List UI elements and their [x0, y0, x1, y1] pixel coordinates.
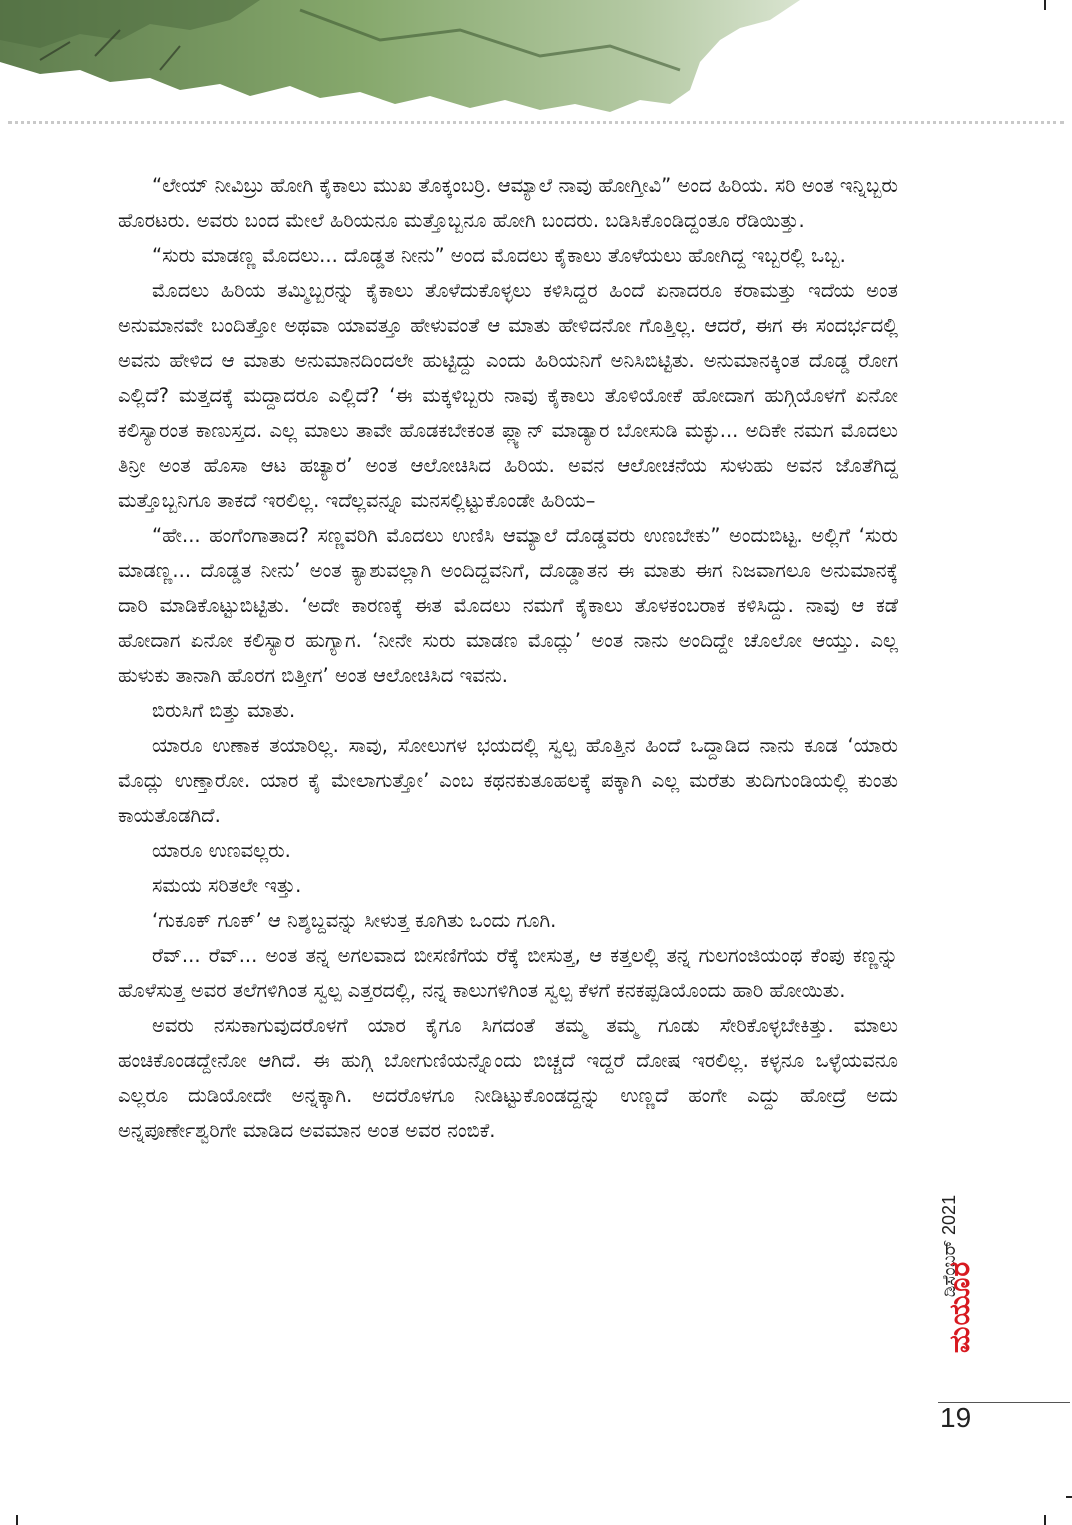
header-dotted-divider [8, 121, 1064, 124]
header-landscape-illustration [0, 0, 800, 130]
paragraph: “ಹೇ... ಹಂಗೆಂಗಾತಾದ? ಸಣ್ಣವರಿಗಿ ಮೊದಲು ಉಣಿಸಿ ಆಮ್ಯಾಲೆ ದೊಡ್ಡವರು ಉಣಬೇಕು” ಅಂದುಬಿಟ್ಟ. ಅಲ್ಲಿಗೆ ‘ಸುರು ಮಾಡಣ್ಣ... ದೊಡ್ಡತ ನೀನು’ ಅಂತ ಕ್ಯಾಶುವಲ್ಲಾಗಿ ಅಂದಿದ್ದವನಿಗೆ, ದೊಡ್ಡಾತನ ಈ ಮಾತು ಈಗ ನಿಜವಾಗಲೂ ಅನುಮಾನಕ್ಕೆ ದಾರಿ ಮಾಡಿಕೊಟ್ಟುಬಿಟ್ಟಿತು. ‘ಅದೇ ಕಾರಣಕ್ಕೆ ಈತ ಮೊದಲು ನಮಗೆ ಕೈಕಾಲು ತೊಳಕಂಬರಾಕ ಕಳಿಸಿದ್ದು. ನಾವು ಆ ಕಡೆ ಹೋದಾಗ ಏನೋ ಕಲಿಸ್ಯಾರ ಹುಗ್ಯಾಗ. ‘ನೀನೇ ಸುರು ಮಾಡಣ ಮೊದ್ಲು’ ಅಂತ ನಾನು ಅಂದಿದ್ದೇ ಚೊಲೋ ಆಯ್ತು. ಎಲ್ಲ ಹುಳುಕು ತಾನಾಗಿ ಹೊರಗ ಬಿತ್ತೀಗ’ ಅಂತ ಆಲೋಚಿಸಿದ ಇವನು. [118, 524, 898, 687]
crop-mark-bottom-left [16, 1515, 18, 1525]
issue-date: ಡಿಸೆಂಬರ್ 2021 [939, 1194, 959, 1298]
story-body [118, 168, 898, 1148]
paragraph: ಸಮಯ ಸರಿತಲೇ ಇತ್ತು. [152, 874, 302, 897]
paragraph: “ಲೇಯ್ ನೀವಿಬ್ರು ಹೋಗಿ ಕೈಕಾಲು ಮುಖ ತೊಕ್ಕಂಬರ್ರಿ. ಆಮ್ಯಾಲೆ ನಾವು ಹೋಗ್ತೀವಿ” ಅಂದ ಹಿರಿಯ. ಸರಿ ಅಂತ ಇನ್ನಿಬ್ಬರು ಹೊರಟರು. ಅವರು ಬಂದ ಮೇಲೆ ಹಿರಿಯನೂ ಮತ್ತೊಬ್ಬನೂ ಹೋಗಿ ಬಂದರು. ಬಡಿಸಿಕೊಂಡಿದ್ದಂತೂ ರೆಡಿಯಿತ್ತು. [118, 174, 898, 232]
paragraph: ಯಾರೂ ಉಣಾಕ ತಯಾರಿಲ್ಲ. ಸಾವು, ಸೋಲುಗಳ ಭಯದಲ್ಲಿ ಸ್ವಲ್ಪ ಹೊತ್ತಿನ ಹಿಂದೆ ಒದ್ದಾಡಿದ ನಾನು ಕೂಡ ‘ಯಾರು ಮೊದ್ಲು ಉಣ್ತಾರೋ. ಯಾರ ಕೈ ಮೇಲಾಗುತ್ತೋ’ ಎಂಬ ಕಥನಕುತೂಹಲಕ್ಕೆ ಪಕ್ಕಾಗಿ ಎಲ್ಲ ಮರೆತು ತುದಿಗುಂಡಿಯಲ್ಲಿ ಕುಂತು ಕಾಯತೊಡಗಿದೆ. [118, 734, 898, 827]
paragraph: ಯಾರೂ ಉಣವಲ್ಲರು. [152, 839, 291, 862]
paragraph: ‘ಗುಕೂಕ್ ಗೂಕ್’ ಆ ನಿಶ್ಶಬ್ದವನ್ನು ಸೀಳುತ್ತ ಕೂಗಿತು ಒಂದು ಗೂಗಿ. [152, 909, 557, 932]
paragraph: “ಸುರು ಮಾಡಣ್ಣ ಮೊದಲು... ದೊಡ್ಡತ ನೀನು” ಅಂದ ಮೊದಲು ಕೈಕಾಲು ತೊಳೆಯಲು ಹೋಗಿದ್ದ ಇಬ್ಬರಲ್ಲಿ ಒಬ್ಬ. [152, 244, 846, 267]
magazine-logo: ಮಯೂರ [943, 1260, 976, 1354]
crop-mark-right-tick [1066, 1496, 1072, 1498]
paragraph: ರೆವ್... ರೆವ್... ಅಂತ ತನ್ನ ಅಗಲವಾದ ಬೀಸಣಿಗೆಯ ರೆಕ್ಕೆ ಬೀಸುತ್ತ, ಆ ಕತ್ತಲಲ್ಲಿ ತನ್ನ ಗುಲಗಂಜಿಯಂಥ ಕೆಂಪು ಕಣ್ಣನ್ನು ಹೊಳೆಸುತ್ತ ಅವರ ತಲೆಗಳಿಗಿಂತ ಸ್ವಲ್ಪ ಎತ್ತರದಲ್ಲಿ, ನನ್ನ ಕಾಲುಗಳಿಗಿಂತ ಸ್ವಲ್ಪ ಕೆಳಗೆ ಕನಕಪ್ಪಡಿಯೊಂದು ಹಾರಿ ಹೋಯಿತು. [118, 944, 898, 1002]
paragraph: ಮೊದಲು ಹಿರಿಯ ತಮ್ಮಿಬ್ಬರನ್ನು ಕೈಕಾಲು ತೊಳೆದುಕೊಳ್ಳಲು ಕಳಿಸಿದ್ದರ ಹಿಂದೆ ಏನಾದರೂ ಕರಾಮತ್ತು ಇದೆಯ ಅಂತ ಅನುಮಾನವೇ ಬಂದಿತ್ತೋ ಅಥವಾ ಯಾವತ್ತೂ ಹೇಳುವಂತೆ ಆ ಮಾತು ಹೇಳಿದನೋ ಗೊತ್ತಿಲ್ಲ. ಆದರೆ, ಈಗ ಈ ಸಂದರ್ಭದಲ್ಲಿ ಅವನು ಹೇಳಿದ ಆ ಮಾತು ಅನುಮಾನದಿಂದಲೇ ಹುಟ್ಟಿದ್ದು ಎಂದು ಹಿರಿಯನಿಗೆ ಅನಿಸಿಬಿಟ್ಟಿತು. ಅನುಮಾನಕ್ಕಿಂತ ದೊಡ್ಡ ರೋಗ ಎಲ್ಲಿದೆ? ಮತ್ತದಕ್ಕೆ ಮದ್ದಾದರೂ ಎಲ್ಲಿದೆ? ‘ಈ ಮಕ್ಕಳಿಬ್ಬರು ನಾವು ಕೈಕಾಲು ತೊಳಿಯೋಕೆ ಹೋದಾಗ ಹುಗ್ಗಿಯೊಳಗೆ ಏನೋ ಕಲಿಸ್ಯಾರಂತ ಕಾಣುಸ್ತದ. ಎಲ್ಲ ಮಾಲು ತಾವೇ ಹೊಡಕಬೇಕಂತ ಪ್ಲ್ಯಾನ್ ಮಾಡ್ಯಾರ ಬೋಸುಡಿ ಮಕ್ಳು... ಅದಿಕೇ ನಮಗ ಮೊದಲು ತಿನ್ರೀ ಅಂತ ಹೊಸಾ ಆಟ ಹಚ್ಯಾರ’ ಅಂತ ಆಲೋಚಿಸಿದ ಹಿರಿಯ. ಅವನ ಆಲೋಚನೆಯ ಸುಳುಹು ಅವನ ಜೊತೆಗಿದ್ದ ಮತ್ತೊಬ್ಬನಿಗೂ ತಾಕದೆ ಇರಲಿಲ್ಲ. ಇದೆಲ್ಲವನ್ನೂ ಮನಸಲ್ಲಿಟ್ಟುಕೊಂಡೇ ಹಿರಿಯ– [118, 279, 898, 512]
paragraph: ಬಿರುಸಿಗೆ ಬಿತ್ತು ಮಾತು. [152, 699, 296, 722]
crop-mark-bottom-right [1044, 1515, 1046, 1525]
page-number: 19 [940, 1402, 972, 1433]
crop-mark-top-right [1044, 0, 1046, 10]
paragraph: ಅವರು ನಸುಕಾಗುವುದರೊಳಗೆ ಯಾರ ಕೈಗೂ ಸಿಗದಂತೆ ತಮ್ಮ ತಮ್ಮ ಗೂಡು ಸೇರಿಕೊಳ್ಳಬೇಕಿತ್ತು. ಮಾಲು ಹಂಚಿಕೊಂಡದ್ದೇನೋ ಆಗಿದೆ. ಈ ಹುಗ್ಗಿ ಬೋಗುಣಿಯನ್ನೊಂದು ಬಿಚ್ಚದೆ ಇದ್ದರೆ ದೋಷ ಇರಲಿಲ್ಲ. ಕಳ್ಳನೂ ಒಳ್ಳೆಯವನೂ ಎಲ್ಲರೂ ದುಡಿಯೋದೇ ಅನ್ನಕ್ಕಾಗಿ. ಅದರೊಳಗೂ ನೀಡಿಟ್ಟುಕೊಂಡದ್ದನ್ನು ಉಣ್ಣದೆ ಹಂಗೇ ಎದ್ದು ಹೋದ್ರೆ ಅದು ಅನ್ನಪೂರ್ಣೇಶ್ವರಿಗೇ ಮಾಡಿದ ಅವಮಾನ ಅಂತ ಅವರ ನಂಬಿಕೆ. [118, 1014, 898, 1142]
